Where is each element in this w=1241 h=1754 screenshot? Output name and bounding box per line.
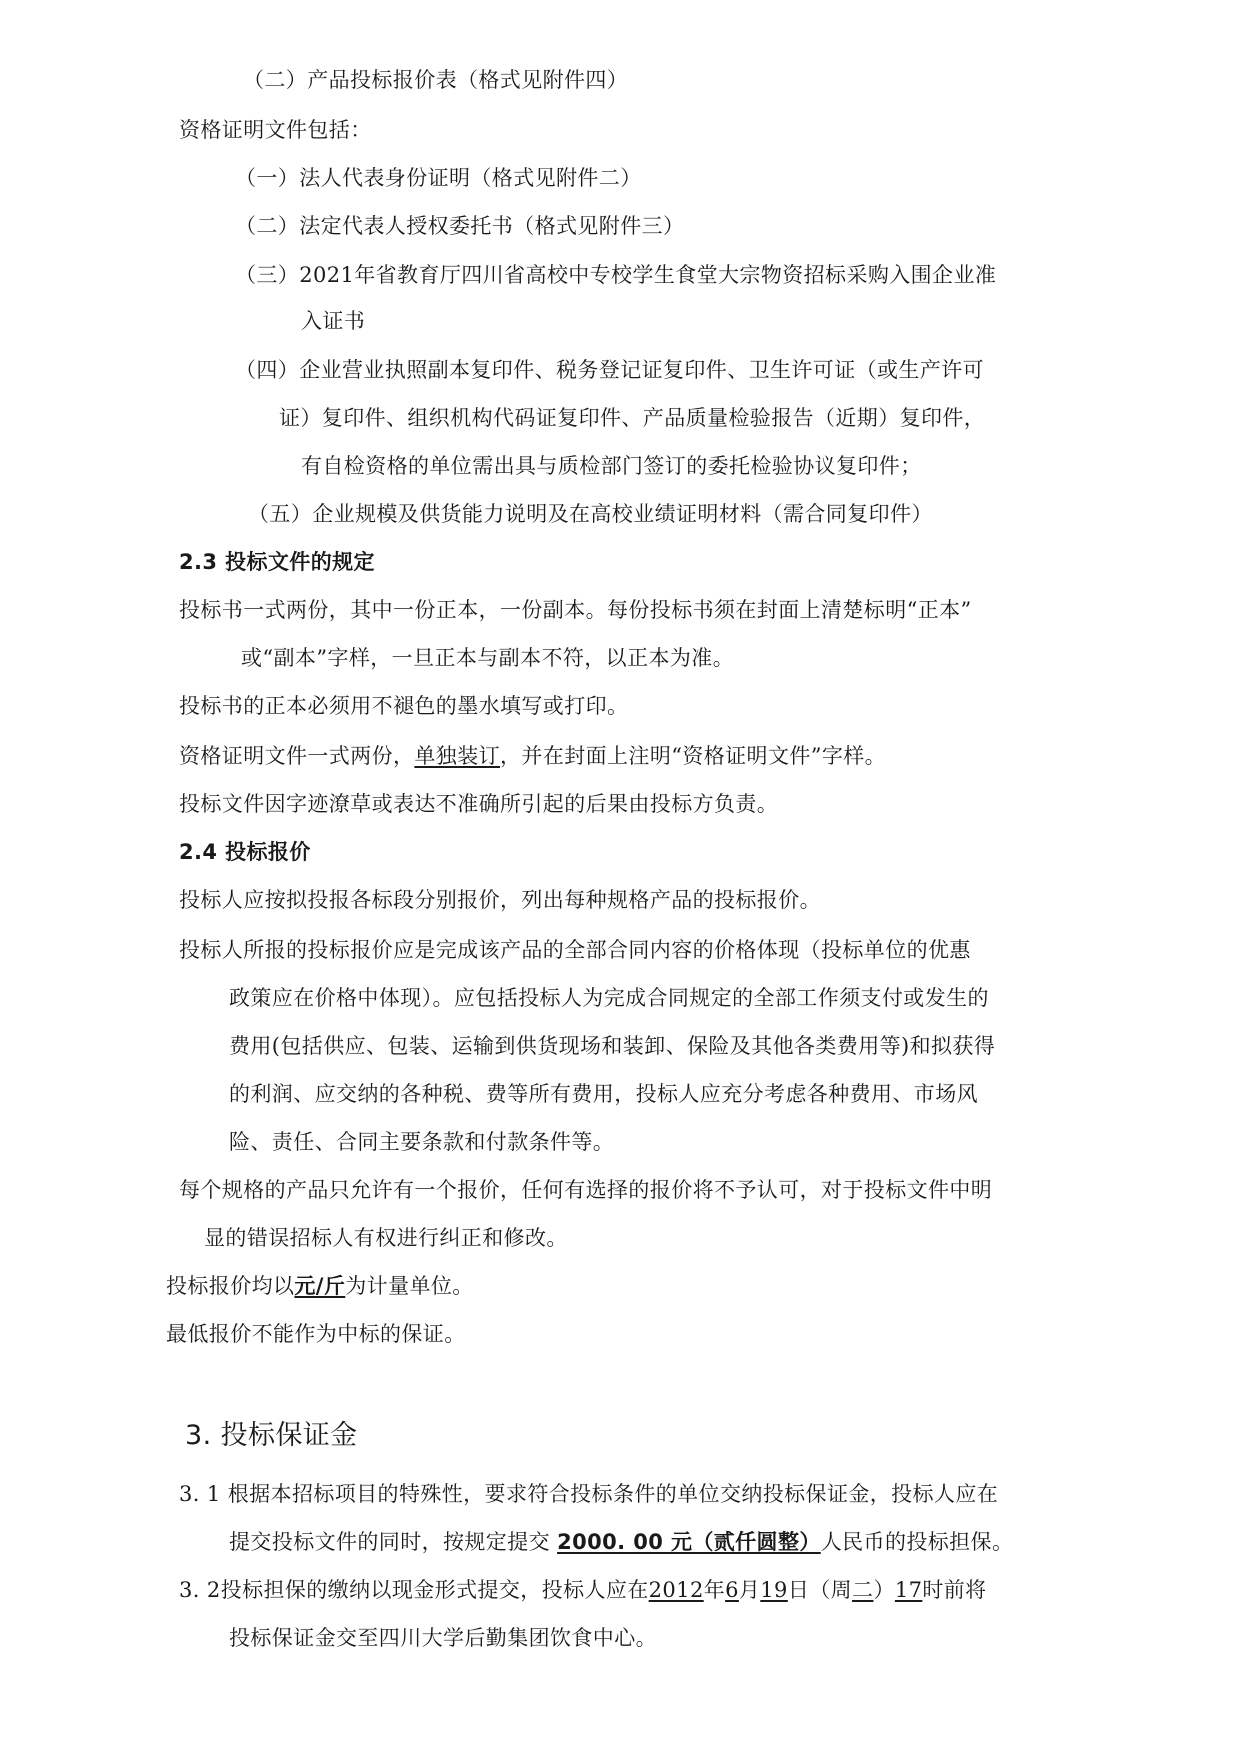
text-line: 险、责任、合同主要条款和付款条件等。 xyxy=(229,1130,615,1154)
text-line: （四）企业营业执照副本复印件、税务登记证复印件、卫生许可证（或生产许可 xyxy=(235,358,984,382)
text-line: 或“副本”字样，一旦正本与副本不符，以正本为准。 xyxy=(241,646,735,670)
underlined-weekday: 二 xyxy=(852,1578,874,1602)
text-line: （一）法人代表身份证明（格式见附件二） xyxy=(235,166,642,190)
text-line: 投标文件因字迹潦草或表达不准确所引起的后果由投标方负责。 xyxy=(179,792,779,816)
text-line: 显的错误招标人有权进行纠正和修改。 xyxy=(204,1226,568,1250)
text-line: （五）企业规模及供货能力说明及在高校业绩证明材料（需合同复印件） xyxy=(248,502,933,526)
text-line: 资格证明文件一式两份，单独装订，并在封面上注明“资格证明文件”字样。 xyxy=(179,744,887,768)
underlined-unit: 元/斤 xyxy=(294,1274,346,1298)
text-line: 提交投标文件的同时，按规定提交 2000. 00 元（贰仟圆整）人民币的投标担保。 xyxy=(229,1530,1014,1554)
text-line: 投标书一式两份，其中一份正本，一份副本。每份投标书须在封面上清楚标明“正本” xyxy=(179,598,972,622)
underlined-month: 6 xyxy=(725,1578,739,1602)
text-line: 资格证明文件包括： xyxy=(179,118,372,142)
text-line: 证）复印件、组织机构代码证复印件、产品质量检验报告（近期）复印件， xyxy=(279,406,986,430)
text-line: 投标报价均以元/斤为计量单位。 xyxy=(166,1274,474,1298)
text-line: （三）2021年省教育厅四川省高校中专校学生食堂大宗物资招标采购入围企业准 xyxy=(235,263,997,287)
underlined-hour: 17 xyxy=(894,1578,923,1602)
text-line: 有自检资格的单位需出具与质检部门签订的委托检验协议复印件； xyxy=(301,454,922,478)
section-heading-2-4: 2.4 投标报价 xyxy=(179,840,311,864)
text-line: 投标人所报的投标报价应是完成该产品的全部合同内容的价格体现（投标单位的优惠 xyxy=(179,938,971,962)
text-line: 每个规格的产品只允许有一个报价，任何有选择的报价将不予认可，对于投标文件中明 xyxy=(179,1178,993,1202)
text-line: 3. 2投标担保的缴纳以现金形式提交，投标人应在2012年6月19日（周二）17时前将 xyxy=(179,1578,987,1602)
underlined-text: 单独装订 xyxy=(414,744,501,768)
text-line: 费用(包括供应、包装、运输到供货现场和装卸、保险及其他各类费用等)和拟获得 xyxy=(229,1034,996,1058)
text-line: 的利润、应交纳的各种税、费等所有费用，投标人应充分考虑各种费用、市场风 xyxy=(229,1082,978,1106)
text-line: （二）法定代表人授权委托书（格式见附件三） xyxy=(235,214,685,238)
text-line: （二）产品投标报价表（格式见附件四） xyxy=(243,68,629,92)
text-line: 政策应在价格中体现）。应包括投标人为完成合同规定的全部工作须支付或发生的 xyxy=(229,986,989,1010)
underlined-day: 19 xyxy=(760,1578,788,1602)
text-line: 投标人应按拟投报各标段分别报价，列出每种规格产品的投标报价。 xyxy=(179,888,821,912)
section-heading-2-3: 2.3 投标文件的规定 xyxy=(179,550,375,574)
section-heading-3: 3. 投标保证金 xyxy=(185,1420,358,1451)
underlined-amount: 2000. 00 元（贰仟圆整） xyxy=(557,1530,821,1554)
text-line: 最低报价不能作为中标的保证。 xyxy=(166,1322,466,1346)
text-line: 入证书 xyxy=(301,309,366,333)
text-line: 投标书的正本必须用不褪色的墨水填写或打印。 xyxy=(179,694,629,718)
text-line: 投标保证金交至四川大学后勤集团饮食中心。 xyxy=(229,1626,657,1650)
underlined-year: 2012 xyxy=(648,1578,704,1602)
text-line: 3. 1 根据本招标项目的特殊性，要求符合投标条件的单位交纳投标保证金，投标人应在 xyxy=(179,1482,999,1506)
